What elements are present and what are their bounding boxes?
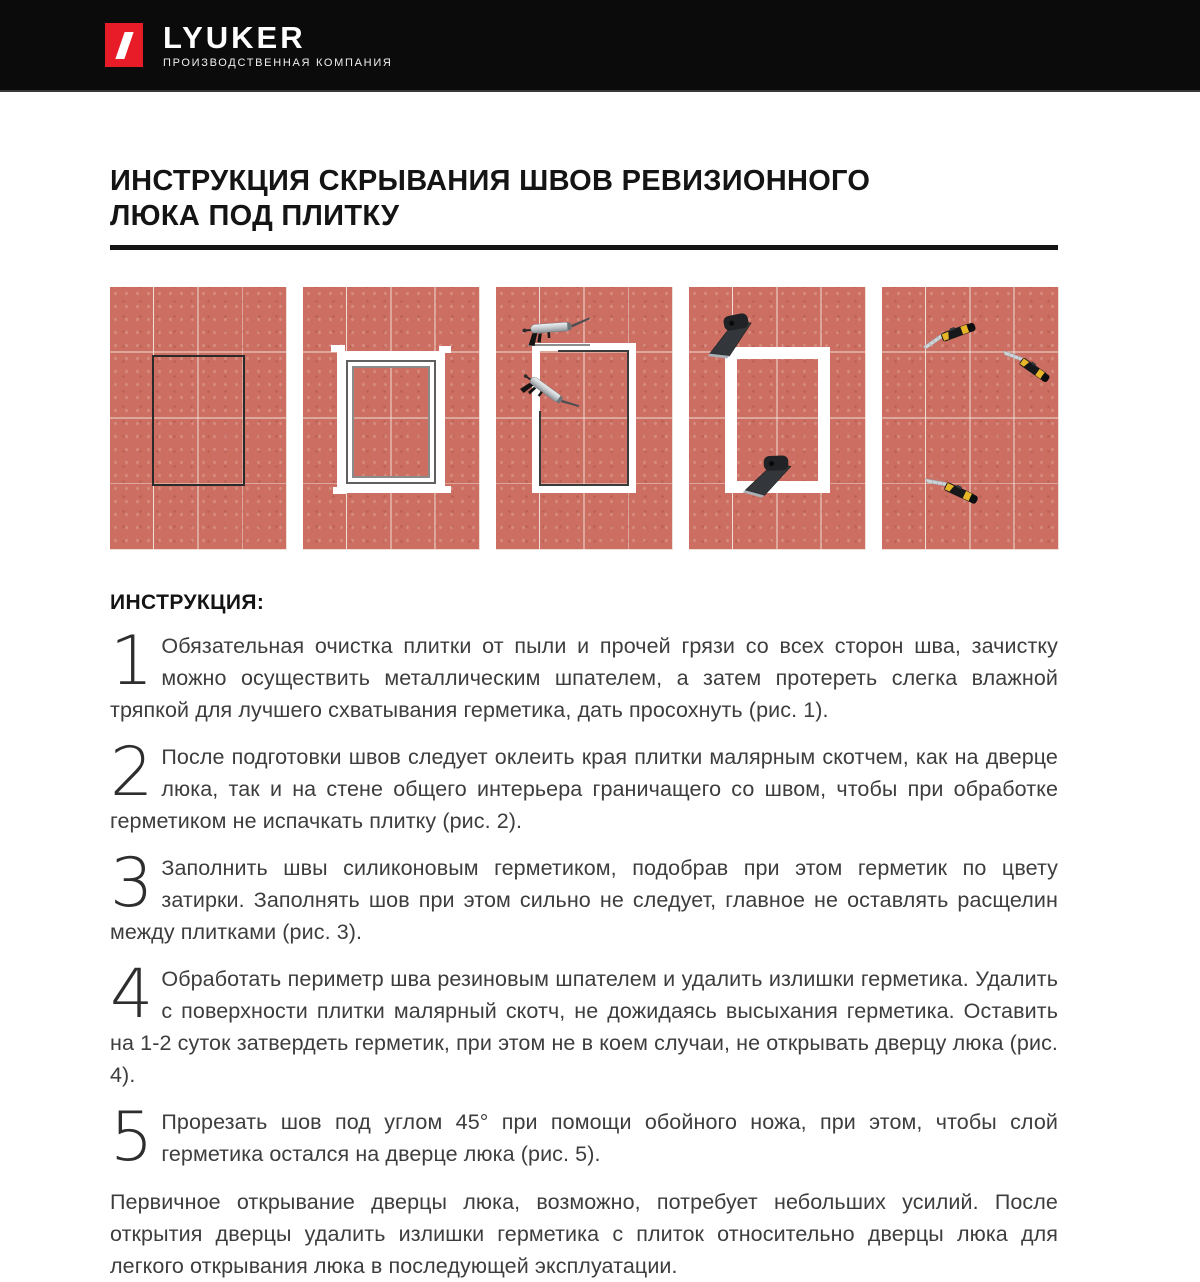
step-text: После подготовки швов следует оклеить края плитки малярным скотчем, как на дверце люка, так и на стене общего интерьера граничащего со швом, чтобы при обработке герметиком не испачкать плитку (рис. 2).	[110, 745, 1058, 833]
step-text: Прорезать шов под углом 45° при помощи обойного ножа, при этом, чтобы слой герметика остался на дверце люка (рис. 5).	[161, 1110, 1058, 1166]
page-title	[110, 164, 1058, 234]
instruction-step-3	[110, 844, 1058, 948]
figure-strip	[110, 287, 1058, 550]
sealant-line	[627, 350, 629, 486]
step-number: 4	[110, 955, 154, 1034]
title-divider	[110, 245, 1058, 250]
step-text: Обязательная очистка плитки от пыли и прочей грязи со всех сторон шва, зачистку можно осуществить металлическим шпателем, а затем протереть слегка влажной тряпкой для лучшего схватывания герметика, дать просохнуть (рис. 1).	[110, 634, 1058, 722]
step-number: 5	[110, 1098, 154, 1177]
step-number: 1	[110, 622, 154, 701]
sealant-line	[539, 484, 629, 486]
brand-name: LYUKER	[163, 19, 306, 55]
slash-icon	[115, 32, 133, 59]
figure-step-3	[496, 287, 673, 550]
figure-step-1	[110, 287, 287, 550]
step-text: Заполнить швы силиконовым герметиком, подобрав при этом герметик по цвету затирки. Заполнять шов при этом сильно не следует, главное не оставлять расщелин между плитками (рис. 3).	[110, 856, 1058, 944]
utility-knife-icon	[922, 471, 983, 510]
page-title-line1: ИНСТРУКЦИЯ СКРЫВАНИЯ ШВОВ РЕВИЗИОННОГО	[110, 165, 871, 197]
brand-block	[163, 19, 393, 69]
closing-paragraph: Первичное открывание дверцы люка, возможно, потребует небольших усилий. После открытия дверцы удалить излишки герметика с плиток относительно дверцы люка для легкого открывания люка в последующей эксплуатации.	[110, 1190, 1058, 1278]
instruction-step-5	[110, 1098, 1058, 1177]
sealant-line	[539, 411, 541, 486]
tape-tab	[331, 345, 345, 352]
tape-tab	[333, 487, 346, 494]
tape-seam-lines	[346, 360, 436, 484]
utility-knife-icon	[999, 344, 1054, 388]
step-text: Обработать периметр шва резиновым шпателем и удалить излишки герметика. Удалить с поверхности плитки малярный скотч, не дожидаясь высыхания герметика. Оставить на 1-2 суток затвердеть герметик, при этом не в коем случаи, не открывать дверцу люка (рис. 4).	[110, 967, 1058, 1087]
utility-knife-icon	[919, 319, 981, 354]
instructions-heading: ИНСТРУКЦИЯ:	[110, 591, 265, 614]
brand-tagline: ПРОИЗВОДСТВЕННАЯ КОМПАНИЯ	[163, 56, 393, 69]
sealant-line	[558, 350, 629, 352]
masking-tape-frame	[532, 343, 636, 493]
tape-tab	[438, 486, 451, 493]
page-title-line2: ЛЮКА ПОД ПЛИТКУ	[110, 200, 400, 232]
instruction-step-1	[110, 622, 1058, 726]
caulk-gun-icon	[521, 312, 599, 348]
step-number: 3	[110, 844, 154, 923]
header-bar	[0, 0, 1200, 92]
instruction-step-4	[110, 955, 1058, 1091]
instruction-step-2	[110, 733, 1058, 837]
hatch-outline	[152, 355, 245, 486]
figure-step-4	[689, 287, 866, 550]
masking-tape-frame	[337, 351, 445, 493]
figure-step-5	[882, 287, 1059, 550]
step-number: 2	[110, 733, 154, 812]
figure-step-2	[303, 287, 480, 550]
tape-tab	[439, 346, 451, 353]
page-content	[110, 164, 1058, 1282]
brand-logo-icon	[105, 23, 143, 67]
